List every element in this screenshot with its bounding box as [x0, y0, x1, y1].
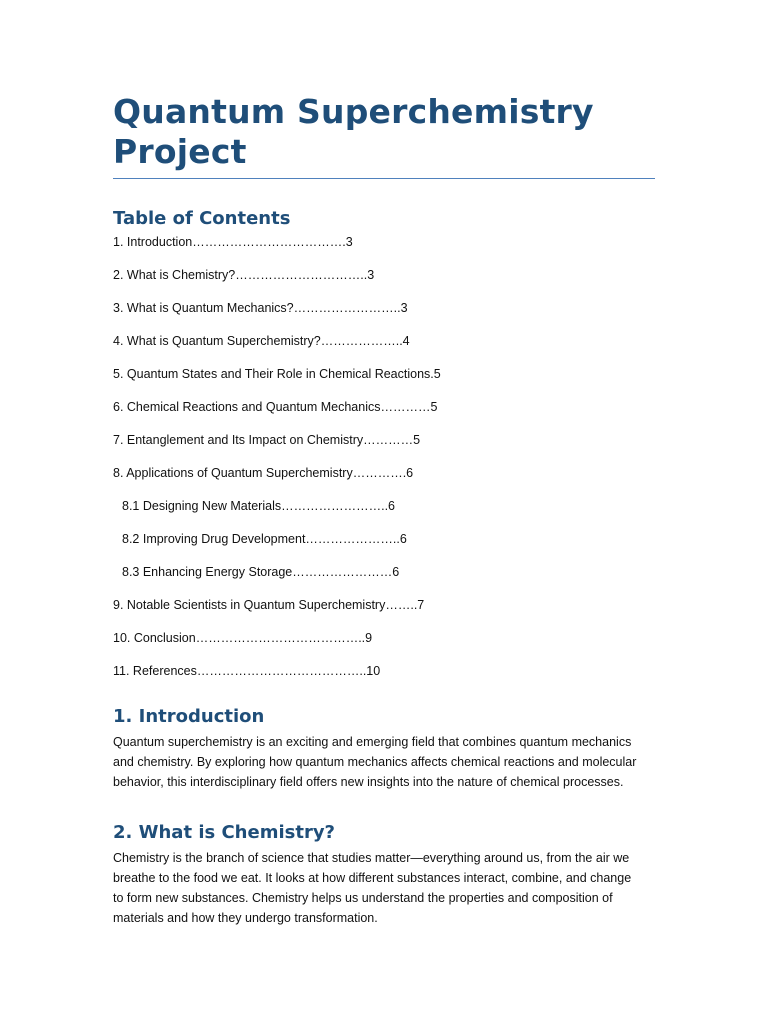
toc-item-what-is-quantum-superchemistry[interactable]: 4. What is Quantum Superchemistry?………………..4 [113, 334, 410, 348]
body-line: to form new substances. Chemistry helps us understand the properties and composition of [113, 891, 613, 905]
body-line: and chemistry. By exploring how quantum mechanics affects chemical reactions and molecular [113, 755, 637, 769]
section-introduction [113, 705, 655, 792]
body-line: Quantum superchemistry is an exciting and emerging field that combines quantum mechanics [113, 735, 632, 749]
body-line: materials and how they undergo transformation. [113, 911, 378, 925]
toc-item-quantum-states[interactable]: 5. Quantum States and Their Role in Chemical Reactions.5 [113, 367, 441, 381]
table-of-contents [113, 235, 655, 679]
toc-item-applications[interactable]: 8. Applications of Quantum Superchemistry………….6 [113, 466, 414, 480]
body-line: behavior, this interdisciplinary field offers new insights into the nature of chemical processes. [113, 775, 624, 789]
section-what-is-chemistry [113, 821, 655, 928]
title-line-1: Quantum Superchemistry [113, 92, 594, 131]
toc-heading: Table of Contents [113, 208, 291, 229]
toc-item-references[interactable]: 11. References…………………………………..10 [113, 664, 381, 678]
title-divider [113, 178, 655, 179]
title-line-2: Project [113, 132, 247, 171]
toc-item-energy-storage[interactable]: 8.3 Enhancing Energy Storage……………………6 [122, 565, 400, 579]
toc-item-entanglement[interactable]: 7. Entanglement and Its Impact on Chemistry…………5 [113, 433, 421, 447]
section-body-introduction [113, 732, 655, 792]
section-heading-what-is-chemistry: 2. What is Chemistry? [113, 822, 335, 843]
toc-item-what-is-chemistry[interactable]: 2. What is Chemistry?…………………………..3 [113, 268, 375, 282]
toc-item-designing-materials[interactable]: 8.1 Designing New Materials……………………..6 [122, 499, 395, 513]
document-title [113, 92, 655, 172]
toc-item-conclusion[interactable]: 10. Conclusion…………………………………..9 [113, 631, 373, 645]
toc-item-introduction[interactable]: 1. Introduction……………………………….3 [113, 235, 353, 249]
body-line: Chemistry is the branch of science that studies matter—everything around us, from the air we [113, 851, 630, 865]
section-heading-introduction: 1. Introduction [113, 706, 265, 727]
toc-item-drug-development[interactable]: 8.2 Improving Drug Development…………………..6 [122, 532, 407, 546]
section-body-what-is-chemistry [113, 848, 655, 928]
toc-item-what-is-quantum-mechanics[interactable]: 3. What is Quantum Mechanics?……………………..3 [113, 301, 408, 315]
toc-item-notable-scientists[interactable]: 9. Notable Scientists in Quantum Superchemistry……..7 [113, 598, 425, 612]
toc-item-chemical-reactions[interactable]: 6. Chemical Reactions and Quantum Mechanics…………5 [113, 400, 438, 414]
document-page [113, 92, 655, 928]
body-line: breathe to the food we eat. It looks at how different substances interact, combine, and change [113, 871, 632, 885]
